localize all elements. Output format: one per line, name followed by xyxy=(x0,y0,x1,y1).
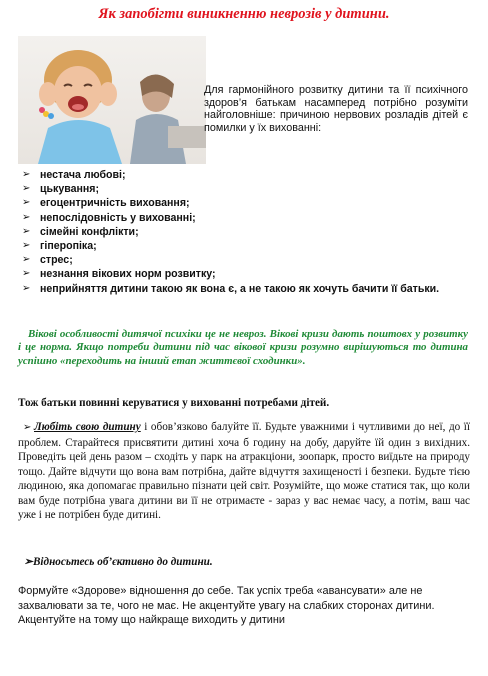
list-item: ➢ неприйняття дитини такою як вона є, а не такою як хочуть бачити її батьки. xyxy=(22,282,440,295)
list-item: ➢ егоцентричність виховання; xyxy=(22,197,190,210)
age-crisis-note: Вікові особливості дитячої психіки це не невроз. Вікові кризи дають поштовх у розвитку і це норма. Якщо потреби дитини під час вікової кризи розумно вирішуються то дитина успішно «переходить на інший етап життєвої сходинки». xyxy=(18,328,468,367)
list-item: ➢ незнання вікових норм розвитку; xyxy=(22,268,216,281)
photo-illustration xyxy=(18,36,206,164)
objective-advice: ➢Відносьтесь об’єктивно до дитини. xyxy=(18,556,213,568)
list-item: ➢ непослідовність у вихованні; xyxy=(22,211,196,224)
arrow-bullet-icon: ➢ xyxy=(22,268,31,280)
causes-list xyxy=(22,168,472,296)
parents-needs-heading: Тож батьки повинні керуватися у вихованні потребами дітей. xyxy=(18,397,330,409)
intro-paragraph: Для гармонійного розвитку дитини та її психічного здоров’я батькам насамперед потрібно розуміти найголовніше: причиною нервових розладів дітей є помилки у їх вихованні: xyxy=(204,84,468,134)
arrow-bullet-icon: ➢ xyxy=(22,197,31,209)
list-item: ➢ стрес; xyxy=(22,254,73,267)
arrow-bullet-icon: ➢ xyxy=(18,556,33,568)
love-lead: Любіть свою дитину xyxy=(34,421,141,433)
list-item: ➢ цькування; xyxy=(22,183,99,196)
arrow-bullet-icon: ➢ xyxy=(22,211,31,223)
arrow-bullet-icon: ➢ xyxy=(22,183,31,195)
arrow-bullet-icon: ➢ xyxy=(22,282,31,294)
arrow-bullet-icon: ➢ xyxy=(22,169,31,180)
love-text: і обов’язково балуйте її. Будьте уважними і чутливими до неї, до її проблем. Старайтеся присвятити дитині хоча б годину на добу, даруйте їй один з вихідних. Проведіть цей день разом – сходіть у парк на атракціони, зоопарк, просто виїдьте на природу тощо. Дайте відчути що вона вам потрібна, дайте відчуття захищеності і безпеки. Будьте тією людиною, яка допомагає правильно пізнати цей світ. Розумійте, що може статися так, що коли вам буде потрібна увага дитини ви її не отримаєте - зараз у вас немає часу, а потім, ваш час уже і не потрібен буде дитині. xyxy=(18,421,470,521)
list-item: ➢ нестача любові; xyxy=(22,169,126,181)
arrow-bullet-icon: ➢ xyxy=(22,254,31,266)
love-paragraph xyxy=(18,420,470,523)
arrow-bullet-icon: ➢ xyxy=(22,240,31,252)
arrow-bullet-icon: ➢ xyxy=(22,225,31,237)
page-title: Як запобігти виникненню неврозів у дитини. xyxy=(98,6,390,22)
final-paragraph: Формуйте «Здорове» відношення до себе. Так успіх треба «авансувати» але не захвалювати за те, чого не має. Не акцентуйте увагу на слабких сторонах дитини. Акцентуйте на тому що найкраще виходить у дитини xyxy=(18,585,435,626)
crying-child-photo xyxy=(18,36,206,164)
list-item: ➢ сімейні конфлікти; xyxy=(22,225,139,238)
list-item: ➢ гіперопіка; xyxy=(22,240,97,253)
arrow-bullet-icon: ➢ xyxy=(18,422,32,433)
